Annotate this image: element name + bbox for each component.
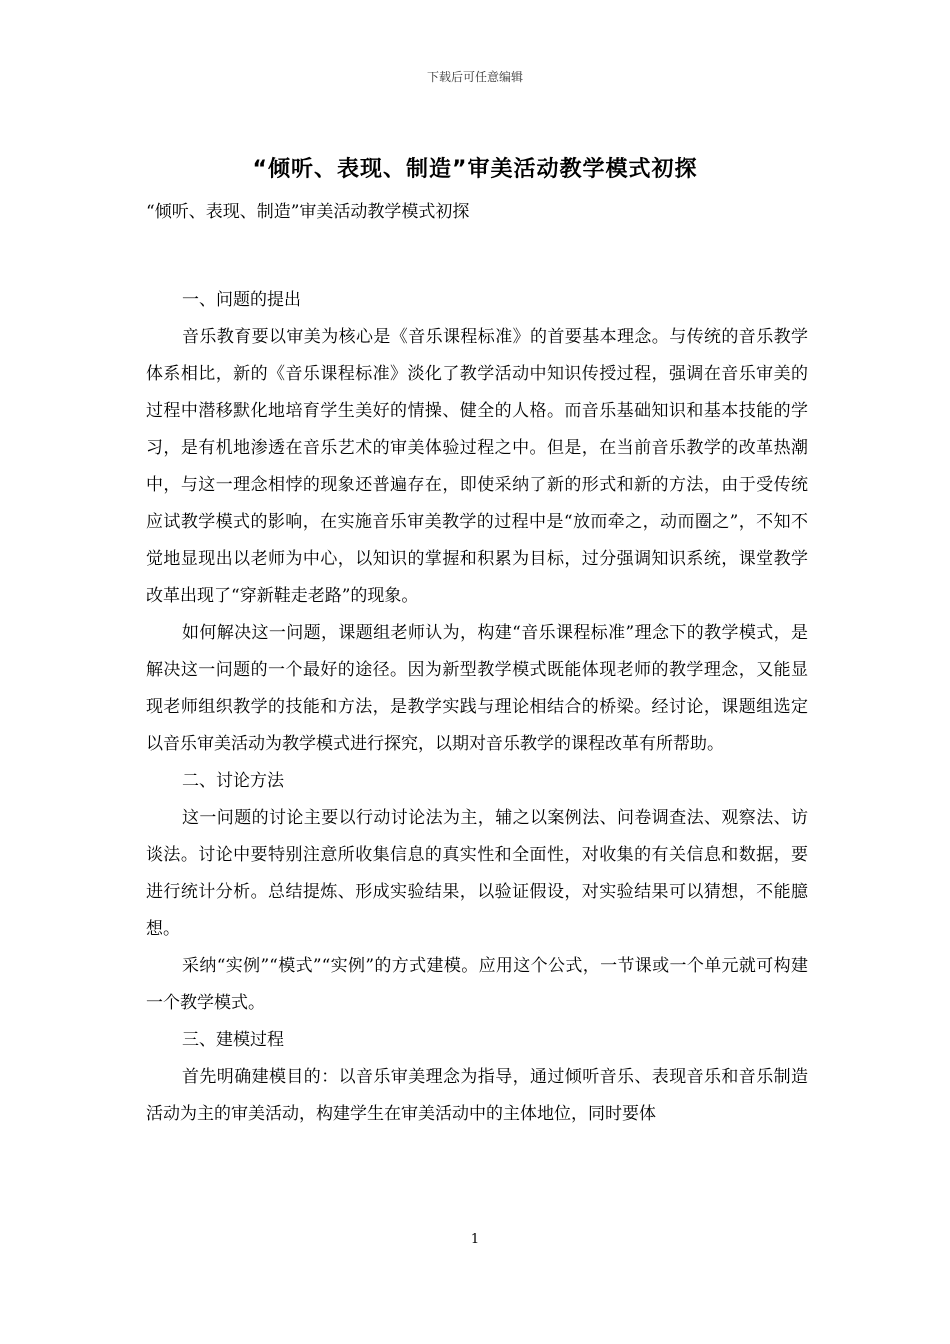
header-note: 下载后可任意编辑 [426, 70, 523, 84]
document-body [146, 200, 808, 1133]
section-heading-1: 一、问题的提出 [182, 290, 301, 310]
document-title: “倾听、表现、制造”审美活动教学模式初探 [252, 157, 698, 182]
document-subtitle: “倾听、表现、制造”审美活动教学模式初探 [146, 202, 470, 222]
section2-paragraph-1: 这一问题的讨论主要以行动讨论法为主，辅之以案例法、问卷调查法、观察法、访谈法。讨论中要特别注意所收集信息的真实性和全面性，对收集的有关信息和数据，要进行统计分析。总结提炼、形成实验结果，以验证假设，对实验结果可以猜想，不能臆想。 [146, 808, 808, 939]
section2-paragraph-2: 采纳“实例”“模式”“实例”的方式建模。应用这个公式，一节课或一个单元就可构建一个教学模式。 [146, 956, 808, 1013]
section-heading-2: 二、讨论方法 [182, 771, 284, 791]
section3-paragraph-1: 首先明确建模目的：以音乐审美理念为指导，通过倾听音乐、表现音乐和音乐制造活动为主的审美活动，构建学生在审美活动中的主体地位，同时要体 [146, 1067, 808, 1124]
page-number: 1 [470, 1232, 480, 1247]
section1-paragraph-2: 如何解决这一问题，课题组老师认为，构建“音乐课程标准”理念下的教学模式，是解决这一问题的一个最好的途径。因为新型教学模式既能体现老师的教学理念，又能显现老师组织教学的技能和方法，是教学实践与理论相结合的桥梁。经讨论，课题组选定以音乐审美活动为教学模式进行探究，以期对音乐教学的课程改革有所帮助。 [146, 623, 808, 754]
section1-paragraph-1: 音乐教育要以审美为核心是《音乐课程标准》的首要基本理念。与传统的音乐教学体系相比，新的《音乐课程标准》淡化了教学活动中知识传授过程，强调在音乐审美的过程中潜移默化地培育学生美好的情操、健全的人格。而音乐基础知识和基本技能的学习，是有机地渗透在音乐艺术的审美体验过程之中。但是，在当前音乐教学的改革热潮中，与这一理念相悖的现象还普遍存在，即使采纳了新的形式和新的方法，由于受传统应试教学模式的影响，在实施音乐审美教学的过程中是“放而牵之，动而圈之”，不知不觉地显现出以老师为中心，以知识的掌握和积累为目标，过分强调知识系统，课堂教学改革出现了“穿新鞋走老路”的现象。 [146, 327, 808, 606]
section-heading-3: 三、建模过程 [182, 1030, 284, 1050]
